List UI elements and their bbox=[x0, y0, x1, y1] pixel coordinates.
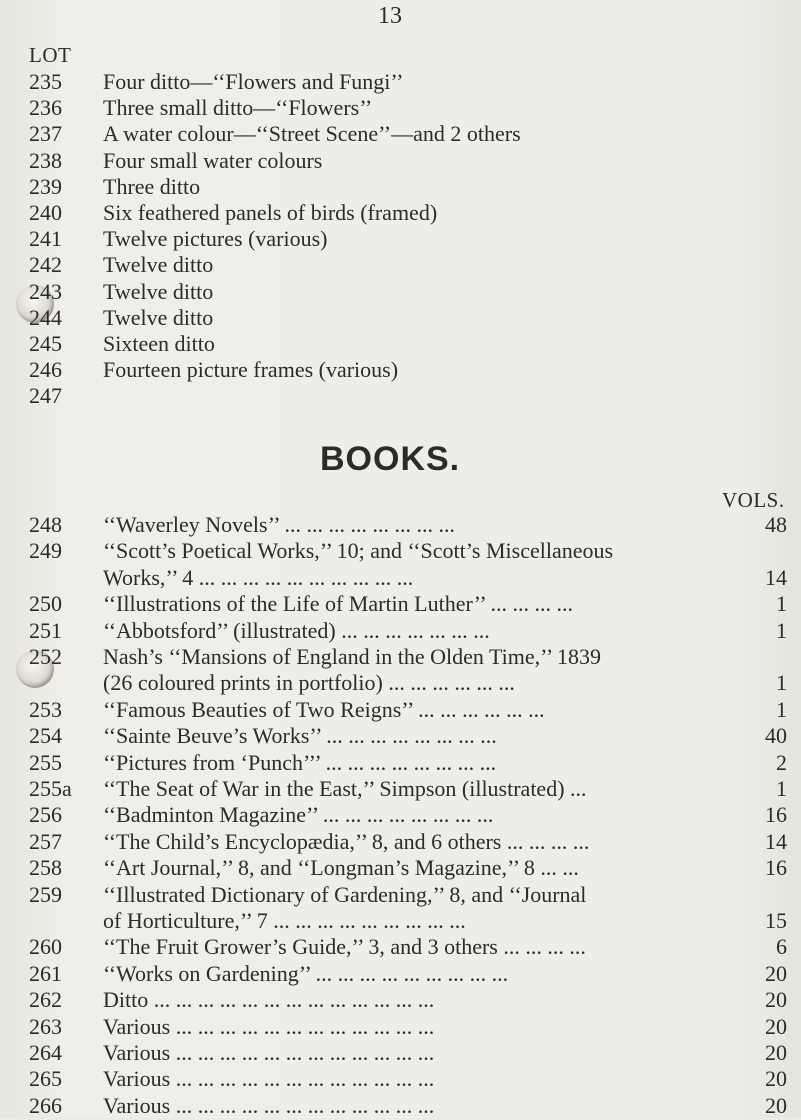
lot-row bbox=[29, 617, 787, 645]
lot-number: 255a bbox=[29, 776, 72, 801]
lot-volumes: 20 bbox=[765, 960, 787, 986]
lot-row bbox=[29, 1013, 787, 1041]
lot-number: 248 bbox=[29, 512, 62, 537]
lot-volumes: 20 bbox=[765, 1092, 787, 1118]
lot-row bbox=[29, 669, 787, 697]
lot-volumes: 1 bbox=[776, 591, 787, 617]
lot-description: ‘‘Badminton Magazine’’ ... ... ... ... ... ... ... ... bbox=[103, 802, 494, 828]
lot-row bbox=[29, 278, 760, 306]
lot-volumes: 14 bbox=[765, 564, 787, 590]
lot-number: 260 bbox=[29, 934, 62, 960]
lot-volumes: 20 bbox=[765, 987, 787, 1013]
lot-volumes: 6 bbox=[776, 934, 787, 960]
lot-number: 240 bbox=[29, 200, 62, 225]
lot-number: 251 bbox=[29, 617, 62, 643]
lot-row bbox=[29, 1065, 787, 1093]
lot-row bbox=[29, 1039, 787, 1067]
lot-number: 259 bbox=[29, 881, 62, 907]
lot-description: Ditto ... ... ... ... ... ... ... ... ... ... ... ... ... bbox=[103, 987, 435, 1013]
lot-row bbox=[29, 225, 760, 253]
lot-description: ‘‘Abbotsford’’ (illustrated) ... ... ... ... ... ... ... bbox=[103, 617, 490, 643]
lot-description: Three small ditto—‘‘Flowers’’ bbox=[103, 95, 373, 121]
lot-number: 241 bbox=[29, 226, 62, 252]
lot-row bbox=[29, 356, 760, 384]
lot-volumes: 20 bbox=[765, 1040, 787, 1065]
lot-description: Fourteen picture frames (various) bbox=[103, 357, 399, 383]
lot-row bbox=[29, 120, 760, 148]
lot-description: Four small water colours bbox=[103, 147, 323, 173]
lot-description: ‘‘Art Journal,’’ 8, and ‘‘Longman’s Magazine,’’ 8 ... ... bbox=[103, 855, 579, 881]
lot-row bbox=[29, 775, 787, 803]
lot-number: 250 bbox=[29, 591, 62, 617]
lot-row bbox=[29, 147, 760, 175]
lot-description: Three ditto bbox=[103, 173, 201, 199]
lot-description: ‘‘The Child’s Encyclopædia,’’ 8, and 6 others ... ... ... ... bbox=[103, 828, 590, 854]
lot-volumes: 20 bbox=[765, 1013, 787, 1039]
lot-description: Various ... ... ... ... ... ... ... ... ... ... ... ... bbox=[103, 1013, 435, 1039]
lot-number: 245 bbox=[29, 331, 62, 356]
lot-description: Nash’s ‘‘Mansions of England in the Olden Time,’’ 1839 bbox=[103, 644, 602, 669]
lot-volumes: 16 bbox=[765, 802, 787, 828]
lot-number: 239 bbox=[29, 173, 62, 199]
lot-description: ‘‘Sainte Beuve’s Works’’ ... ... ... ... ... ... ... ... bbox=[103, 723, 497, 749]
lot-number: 236 bbox=[29, 95, 62, 121]
lot-description: Various ... ... ... ... ... ... ... ... ... ... ... ... bbox=[103, 1040, 435, 1065]
lot-description: Twelve pictures (various) bbox=[103, 226, 328, 252]
lot-volumes: 15 bbox=[765, 908, 787, 933]
lot-volumes: 1 bbox=[776, 617, 787, 643]
lot-description: Twelve ditto bbox=[103, 304, 214, 330]
lot-volumes: 1 bbox=[776, 776, 787, 801]
lot-number: 235 bbox=[29, 69, 62, 94]
lot-row bbox=[29, 330, 760, 358]
lot-row bbox=[29, 960, 787, 988]
lot-volumes: 1 bbox=[776, 696, 787, 722]
lot-description: Twelve ditto bbox=[103, 278, 214, 304]
lot-description: ‘‘Famous Beauties of Two Reigns’’ ... ... ... ... ... ... bbox=[103, 696, 545, 722]
lot-volumes: 16 bbox=[765, 855, 787, 881]
lot-row bbox=[29, 801, 787, 829]
lot-description: ‘‘Works on Gardening’’ ... ... ... ... ... ... ... ... ... bbox=[103, 960, 509, 986]
lot-number: 265 bbox=[29, 1066, 62, 1092]
lot-row bbox=[29, 696, 787, 724]
lot-description: of Horticulture,’’ 7 ... ... ... ... ... ... ... ... ... bbox=[103, 908, 466, 933]
lot-number: 249 bbox=[29, 538, 62, 564]
lot-number: 256 bbox=[29, 802, 62, 828]
lot-number: 243 bbox=[29, 278, 62, 304]
lot-number: 237 bbox=[29, 121, 62, 147]
lot-number: 246 bbox=[29, 357, 62, 383]
lot-number: 262 bbox=[29, 987, 62, 1013]
lot-row bbox=[29, 1092, 787, 1120]
section-title-books: BOOKS. bbox=[320, 440, 461, 478]
lot-row bbox=[29, 304, 760, 332]
lot-number: 266 bbox=[29, 1092, 62, 1118]
lot-volumes: 20 bbox=[765, 1066, 787, 1092]
page-number: 13 bbox=[378, 3, 402, 29]
lot-row bbox=[29, 590, 787, 618]
lot-description: ‘‘Pictures from ‘Punch’’’ ... ... ... ... ... ... ... ... bbox=[103, 749, 497, 775]
lot-description: Works,’’ 4 ... ... ... ... ... ... ... ... ... ... bbox=[103, 564, 414, 590]
lot-column-header: LOT bbox=[29, 43, 72, 67]
lot-description: Various ... ... ... ... ... ... ... ... ... ... ... ... bbox=[103, 1092, 435, 1118]
lot-description: ‘‘Illustrated Dictionary of Gardening,’’ 8, and ‘‘Journal bbox=[103, 881, 587, 907]
lot-volumes: 1 bbox=[776, 670, 787, 696]
lot-number: 252 bbox=[29, 644, 62, 669]
lot-row bbox=[29, 382, 760, 410]
vols-column-header: VOLS. bbox=[722, 488, 785, 512]
lot-row bbox=[29, 986, 787, 1014]
lot-description: Four ditto—‘‘Flowers and Fungi’’ bbox=[103, 69, 404, 94]
lot-number: 258 bbox=[29, 855, 62, 881]
lot-number: 255 bbox=[29, 749, 62, 775]
lot-row bbox=[29, 68, 760, 96]
lot-description: ‘‘Scott’s Poetical Works,’’ 10; and ‘‘Scott’s Miscellaneous bbox=[103, 538, 614, 564]
lot-description: Sixteen ditto bbox=[103, 331, 215, 356]
lot-row bbox=[29, 722, 787, 750]
lot-row bbox=[29, 881, 760, 909]
lot-number: 257 bbox=[29, 828, 62, 854]
lot-number: 238 bbox=[29, 147, 62, 173]
lot-description: Twelve ditto bbox=[103, 252, 214, 278]
lot-number: 254 bbox=[29, 723, 62, 749]
lot-volumes: 48 bbox=[765, 512, 787, 537]
lot-row bbox=[29, 173, 760, 201]
lot-volumes: 14 bbox=[765, 828, 787, 854]
lot-number: 261 bbox=[29, 960, 62, 986]
lot-number: 264 bbox=[29, 1040, 62, 1065]
lot-row bbox=[29, 828, 787, 856]
lot-description: ‘‘The Seat of War in the East,’’ Simpson (illustrated) ... bbox=[103, 776, 587, 801]
lot-volumes: 2 bbox=[776, 749, 787, 775]
lot-number: 244 bbox=[29, 304, 62, 330]
lot-number: 263 bbox=[29, 1013, 62, 1039]
lot-description: ‘‘Illustrations of the Life of Martin Luther’’ ... ... ... ... bbox=[103, 591, 574, 617]
lot-row bbox=[29, 94, 760, 122]
lot-description: (26 coloured prints in portfolio) ... ... ... ... ... ... bbox=[103, 670, 515, 696]
lot-row bbox=[29, 907, 787, 935]
lot-row bbox=[29, 854, 787, 882]
lot-row bbox=[29, 564, 787, 592]
lot-row bbox=[29, 511, 787, 539]
lot-description: ‘‘The Fruit Grower’s Guide,’’ 3, and 3 others ... ... ... ... bbox=[103, 934, 586, 960]
lot-row bbox=[29, 643, 760, 671]
lot-row bbox=[29, 933, 787, 961]
lot-row bbox=[29, 749, 787, 777]
lot-number: 242 bbox=[29, 252, 62, 278]
lot-row bbox=[29, 251, 760, 279]
lot-number: 247 bbox=[29, 383, 62, 409]
lot-description: ‘‘Waverley Novels’’ ... ... ... ... ... ... ... ... bbox=[103, 512, 455, 537]
lot-volumes: 40 bbox=[765, 723, 787, 749]
lot-description: A water colour—‘‘Street Scene’’—and 2 others bbox=[103, 121, 521, 147]
lot-row bbox=[29, 199, 760, 227]
lot-number: 253 bbox=[29, 696, 62, 722]
lot-row bbox=[29, 537, 760, 565]
lot-description: Six feathered panels of birds (framed) bbox=[103, 200, 438, 225]
lot-description: Various ... ... ... ... ... ... ... ... ... ... ... ... bbox=[103, 1066, 435, 1092]
